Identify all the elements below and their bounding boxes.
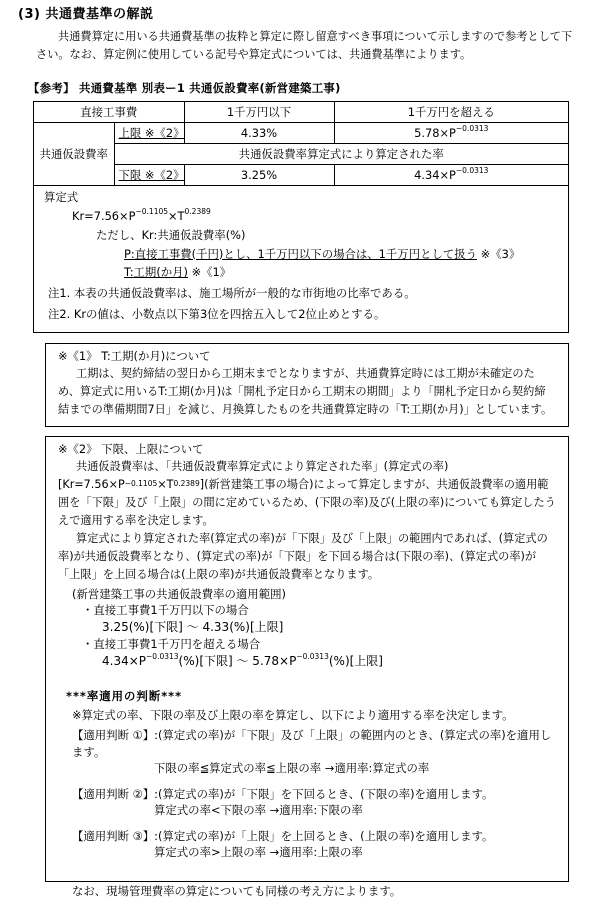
case-1-value: 3.25(%)[下限] 〜 4.33(%)[上限] [102,619,284,634]
judgment-heading: ***率適用の判断*** [66,688,183,703]
judgment-2: 【適用判断 ②】:(算定式の率)が「下限」を下回るとき、(下限の率)を適用します。 [72,786,494,801]
judgment-3-condition: 算定式の率>上限の率 →適用率:上限の率 [154,845,363,860]
range-title: (新営建築工事の共通仮設費率の適用範囲) [72,586,286,601]
limits-note-title: ※《2》 下限、上限について [58,442,204,456]
judgment-3: 【適用判断 ③】:(算定式の率)が「上限」を上回るとき、(上限の率)を適用します。 [72,828,494,843]
header-under-10m: 1千万円以下 [184,102,334,123]
judgment-intro: ※算定式の率、下限の率及び上限の率を算定し、以下により適用する率を決定します。 [72,708,514,723]
header-direct-cost: 直接工事費 [34,102,184,123]
header-over-10m: 1千万円を超える [334,102,568,123]
lower-limit-label: 下限 ※《2》 [114,165,184,186]
p-definition: P:直接工事費(千円)とし、1千万円以下の場合は、1千万円として扱う ※《3》 [124,246,521,261]
upper-high-value: $5.78\times P^{-0.0313}$ [334,123,568,144]
formula-section [34,186,568,326]
case-2-label: ・直接工事費1千万円を超える場合 [82,636,261,651]
term-note-text: 工期は、契約締結の翌日から工期末までとなりますが、共通費算定時には工期が未確定のため、算定式に用いるT:工期(か月)は「開札予定日から工期末の期間」より「開札予定日から契約締結までの準備期間7日」を減じ、月換算したものを共通費算定時の「T:工期(か月)」としています。 [58,366,553,416]
t-definition: T:工期(か月) ※《1》 [124,265,232,280]
upper-limit-label: 上限 ※《2》 [114,123,184,144]
table-row-lower [34,165,568,186]
term-note-title: ※《1》 T:工期(か月)について [58,349,211,363]
rate-table [34,102,568,186]
case-1-label: ・直接工事費1千万円以下の場合 [82,603,249,618]
closing-note: なお、現場管理費率の算定についても同様の考え方によります。 [72,883,402,898]
section-title: (3) 共通費基準の解説 [18,7,154,22]
limits-paragraph-1: 共通仮設費率は、「共通仮設費率算定式により算定された率」(算定式の率)$[Kr=7.56\times P^{-0.1105}\times T^{0.2389}]$(新営建築工事の場合)によって算定しますが、共通仮設費率の適用範囲を「下限」及び「上限」の間に定めているため、(下限の率)及び(上限の率)についても算定したうえで適用する率を決定します。 [58,459,556,527]
row-label-common-temporary: 共通仮設費率 [34,123,114,186]
table-row-formula [34,144,568,165]
judgment-2-condition: 算定式の率<下限の率 →適用率:下限の率 [154,803,363,818]
reference-panel [33,101,569,333]
table-header-row [34,102,568,123]
table-row-upper [34,123,568,144]
upper-low-value: 4.33% [184,123,334,144]
case-2-value: $4.34\times P^{-0.0313}(\%)$[下限] 〜 $5.78\times P^{-0.0313}(\%)$[上限] [102,651,383,668]
note-2: 注2. Krの値は、小数点以下第3位を四捨五入して2位止めとする。 [48,307,386,322]
formula-rate-text: 共通仮設費率算定式により算定された率 [114,144,568,165]
kr-formula: $Kr=7.56\times P^{-0.1105}\times T^{0.2389}$ [72,206,211,223]
limits-paragraph-2: 算定式により算定された率(算定式の率)が「下限」及び「上限」の範囲内であれば、(算定式の率)が共通仮設費率となり、(算定式の率)が「下限」を下回る場合は(下限の率)、(算定式の率)が「上限」を上回る場合は(上限の率)が共通仮設費率となります。 [58,531,548,581]
formula-heading: 算定式 [44,190,79,204]
kr-definition: ただし、Kr:共通仮設費率(%) [96,228,246,243]
lower-high-value: $4.34\times P^{-0.0313}$ [334,165,568,186]
limits-note-box [45,436,569,898]
intro-paragraph: 共通費算定に用いる共通費基準の抜粋と算定に際し留意すべき事項について示しますので参考として下さい。なお、算定例に使用している記号や算定式については、共通費基準によります。 [36,30,573,61]
lower-low-value: 3.25% [184,165,334,186]
judgment-1-condition: 下限の率≦算定式の率≦上限の率 →適用率:算定式の率 [154,761,430,776]
term-note-box [45,343,569,427]
note-1: 注1. 本表の共通仮設費率は、施工場所が一般的な市街地の比率である。 [48,285,416,300]
reference-title: 【参考】 共通費基準 別表ー1 共通仮設費率(新営建築工事) [28,81,341,95]
judgment-1: 【適用判断 ①】:(算定式の率)が「下限」及び「上限」の範囲内のとき、(算定式の率)を適用します。 [72,727,552,759]
